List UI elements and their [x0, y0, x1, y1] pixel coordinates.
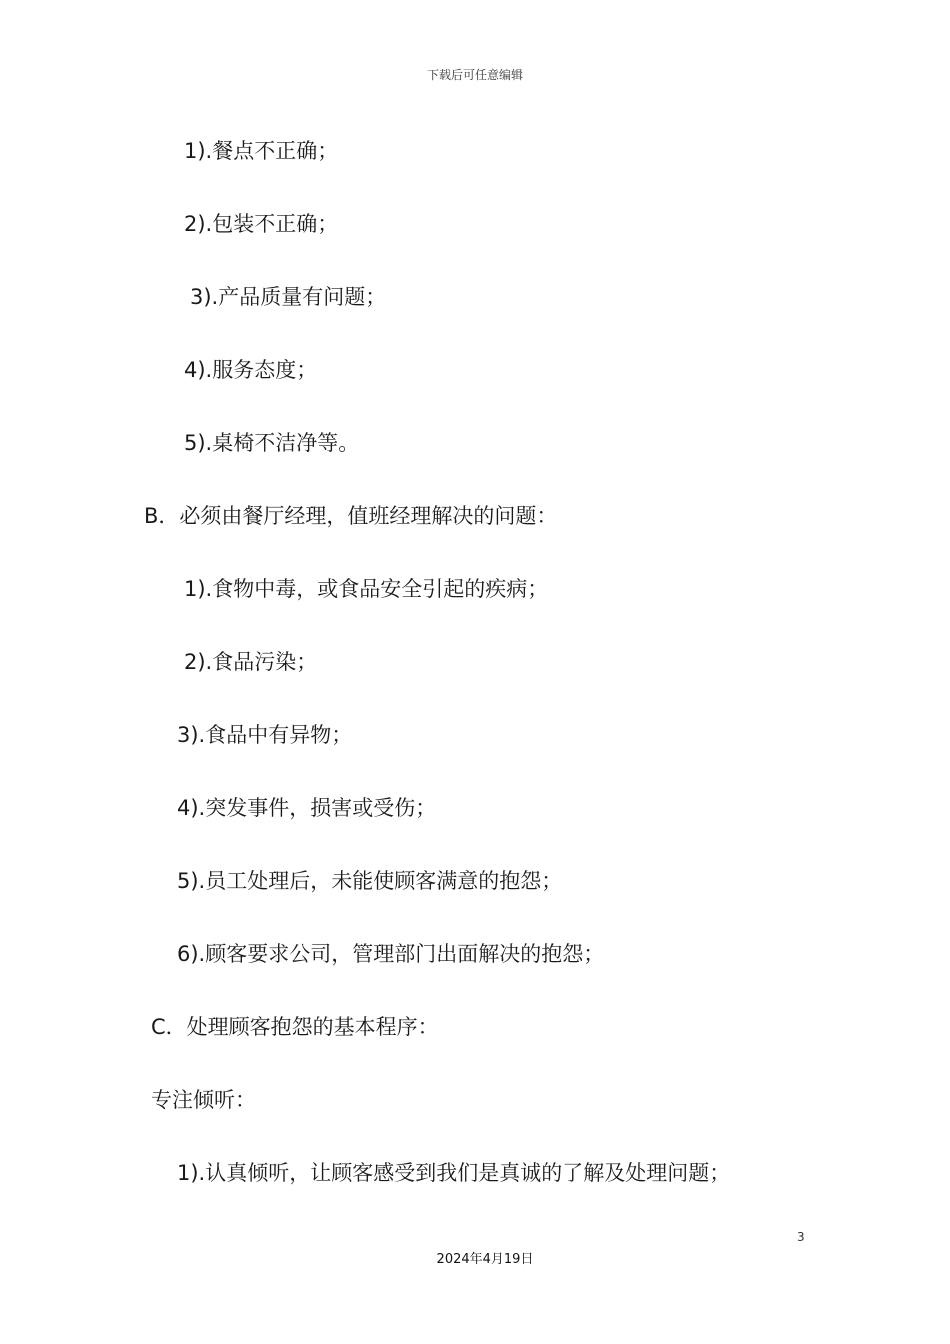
list-item: 1).餐点不正确； — [184, 139, 339, 163]
page-number: 3 — [797, 1230, 805, 1244]
section-heading-c: C．处理顾客抱怨的基本程序： — [151, 1015, 439, 1039]
list-item: 4).服务态度； — [184, 358, 318, 382]
list-item: 2).包装不正确； — [184, 212, 339, 236]
list-item: 4).突发事件，损害或受伤； — [177, 796, 437, 820]
list-item: 1).食物中毒，或食品安全引起的疾病； — [184, 577, 549, 601]
list-item: 6).顾客要求公司，管理部门出面解决的抱怨； — [177, 942, 605, 966]
header-note: 下载后可任意编辑 — [426, 68, 523, 82]
section-heading-b: B．必须由餐厅经理，值班经理解决的问题： — [144, 504, 558, 528]
list-item: 5).桌椅不洁净等。 — [184, 431, 360, 455]
list-item: 5).员工处理后，未能使顾客满意的抱怨； — [177, 869, 563, 893]
list-item: 3).食品中有异物； — [177, 723, 353, 747]
list-item: 1).认真倾听，让顾客感受到我们是真诚的了解及处理问题； — [177, 1161, 731, 1185]
subheading: 专注倾听： — [151, 1088, 256, 1112]
footer-date: 2024年4月19日 — [436, 1252, 534, 1267]
list-item: 2).食品污染； — [184, 650, 318, 674]
list-item: 3).产品质量有问题； — [190, 285, 387, 309]
